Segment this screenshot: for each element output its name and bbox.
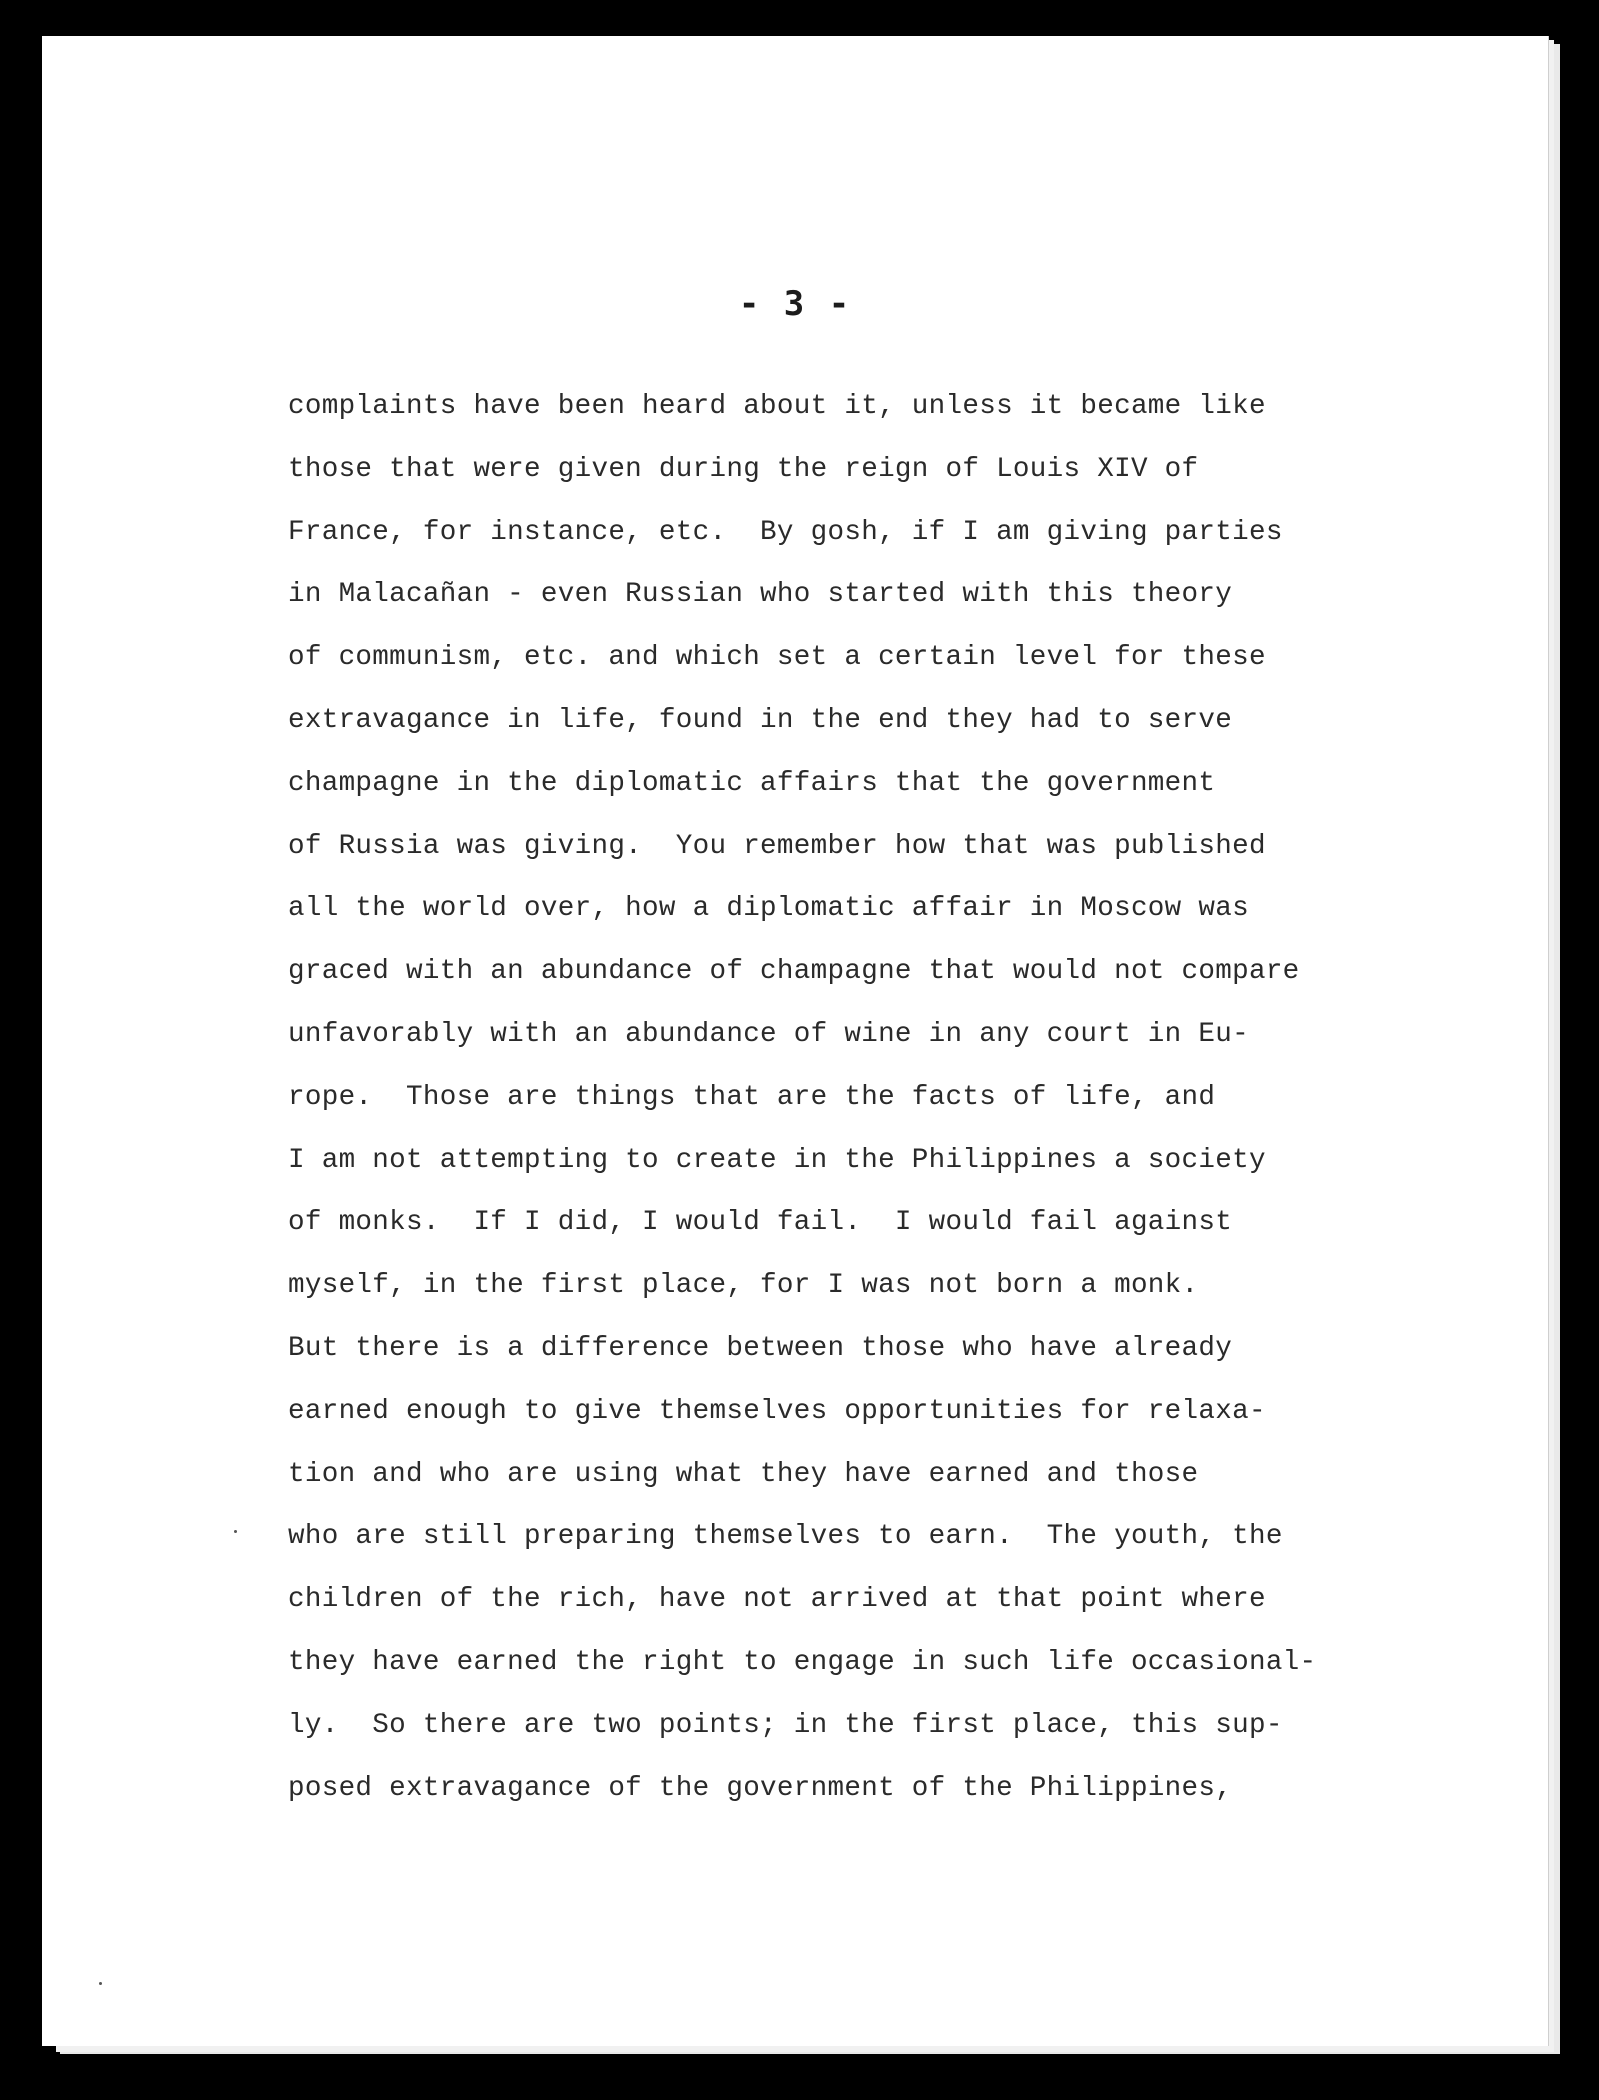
text-line: ly. So there are two points; in the first place, this sup- [288,1709,1283,1741]
text-line: of monks. If I did, I would fail. I would fail against [288,1207,1233,1239]
text-line: all the world over, how a diplomatic affair in Moscow was [288,893,1249,925]
text-line: champagne in the diplomatic affairs that the government [288,767,1216,799]
page-number: - 3 - [738,284,852,324]
text-line: rope. Those are things that are the facts of life, and [288,1081,1216,1113]
text-line: unfavorably with an abundance of wine in any court in Eu- [288,1018,1249,1050]
body-text [288,376,1528,1820]
text-line: But there is a difference between those who have already [288,1332,1233,1364]
text-line: who are still preparing themselves to earn. The youth, the [288,1521,1283,1553]
text-line: extravagance in life, found in the end they had to serve [288,704,1233,736]
text-line: of communism, etc. and which set a certain level for these [288,642,1266,674]
text-line: France, for instance, etc. By gosh, if I am giving parties [288,516,1283,548]
speck [234,1530,237,1533]
text-line: in Malacañan - even Russian who started with this theory [288,579,1233,611]
speck [99,1982,102,1985]
document-page [42,36,1548,2046]
text-line: posed extravagance of the government of the Philippines, [288,1772,1233,1804]
text-line: graced with an abundance of champagne that would not compare [288,956,1300,988]
text-line: tion and who are using what they have earned and those [288,1458,1199,1490]
text-line: those that were given during the reign of Louis XIV of [288,453,1199,485]
text-line: of Russia was giving. You remember how that was published [288,830,1266,862]
text-line: I am not attempting to create in the Philippines a society [288,1144,1266,1176]
text-line: they have earned the right to engage in such life occasional- [288,1646,1317,1678]
text-line: complaints have been heard about it, unless it became like [288,391,1266,422]
text-line: myself, in the first place, for I was not born a monk. [288,1270,1199,1302]
text-line: earned enough to give themselves opportunities for relaxa- [288,1395,1266,1427]
text-line: children of the rich, have not arrived at that point where [288,1584,1266,1616]
